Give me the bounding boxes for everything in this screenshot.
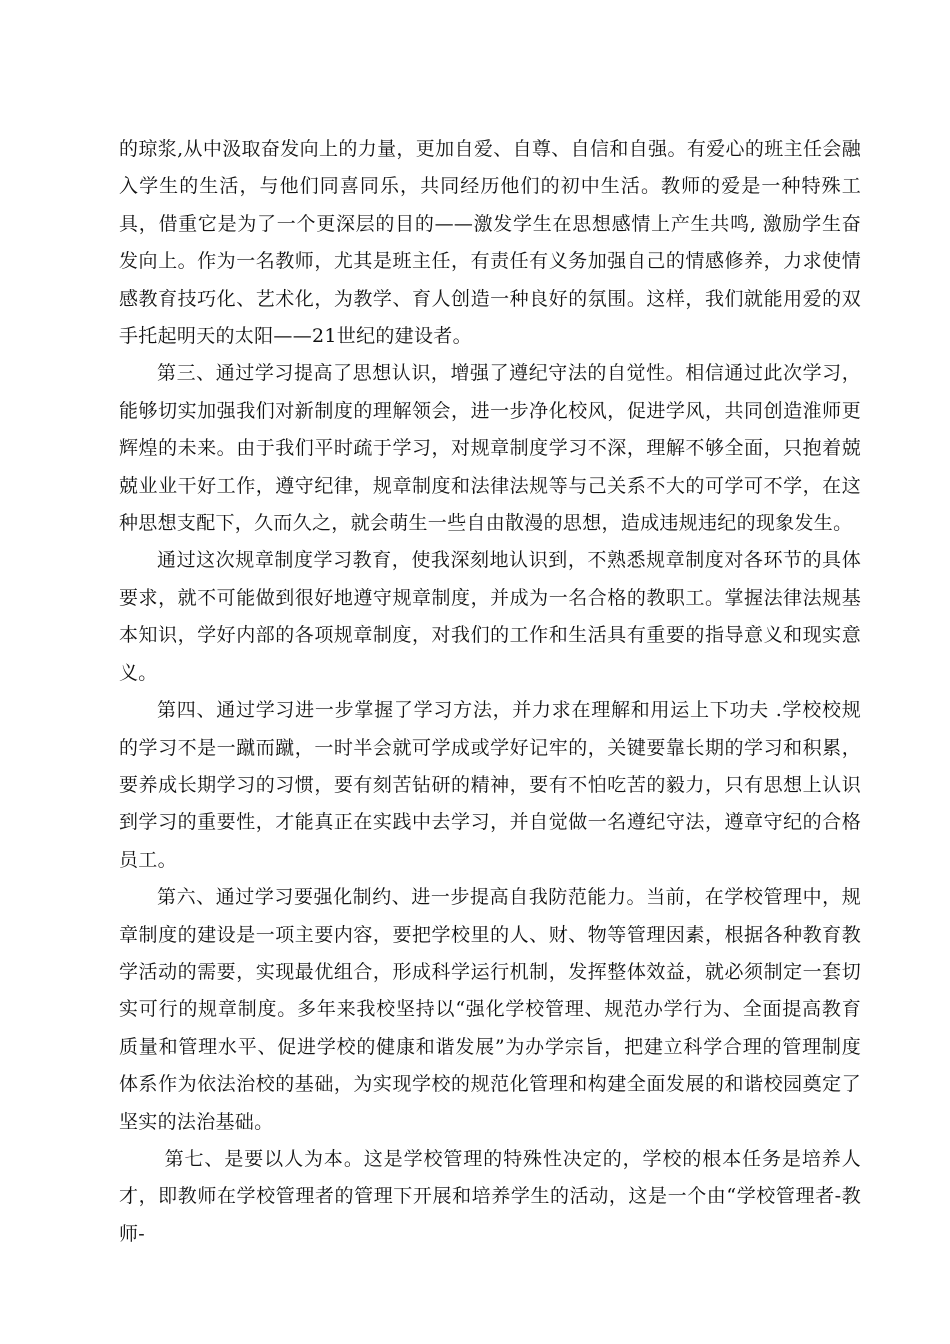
paragraph-point-six: 第六、通过学习要强化制约、进一步提高自我防范能力。当前，在学校管理中，规章制度的建设是一项主要内容，要把学校里的人、财、物等管理因素，根据各种教育教学活动的需要，实现最优组合，形成科学运行机制，发挥整体效益，就必须制定一套切实可行的规章制度。多年来我校坚持以“强化学校管理、规范办学行为、全面提高教育质量和管理水平、促进学校的健康和谐发展”为办学宗旨，把建立科学合理的管理制度体系作为依法治校的基础，为实现学校的规范化管理和构建全面发展的和谐校园奠定了坚实的法治基础。	[119, 886, 861, 1133]
paragraph-point-three: 第三、通过学习提高了思想认识，增强了遵纪守法的自觉性。相信通过此次学习，能够切实加强我们对新制度的理解领会，进一步净化校风，促进学风，共同创造淮师更辉煌的未来。由于我们平时疏于学习，对规章制度学习不深，理解不够全面，只抱着兢兢业业干好工作，遵守纪律，规章制度和法律法规等与己关系不大的可学可不学，在这种思想支配下，久而久之，就会萌生一些自由散漫的思想，造成违规违纪的现象发生。	[119, 362, 861, 535]
paragraph-point-four: 第四、通过学习进一步掌握了学习方法，并力求在理解和用运上下功夫 .学校校规的学习不是一蹴而蹴，一时半会就可学成或学好记牢的，关键要靠长期的学习和积累，要养成长期学习的习惯，要有刻苦钻研的精神，要有不怕吃苦的毅力，只有思想上认识到学习的重要性，才能真正在实践中去学习，并自觉做一名遵纪守法，遵章守纪的合格员工。	[119, 699, 861, 871]
paragraph-point-seven: 第七、是要以人为本。这是学校管理的特殊性决定的，学校的根本任务是培养人才，即教师在学校管理者的管理下开展和培养学生的活动，这是一个由“学校管理者-教师-	[119, 1147, 861, 1245]
paragraph-continuation: 的琼浆,从中汲取奋发向上的力量，更加自爱、自尊、自信和自强。有爱心的班主任会融入学生的生活，与他们同喜同乐，共同经历他们的初中生活。教师的爱是一种特殊工具，借重它是为了一个更深层的目的——激发学生在思想感情上产生共鸣, 激励学生奋发向上。作为一名教师，尤其是班主任，有责任有义务加强自己的情感修养，力求使情感教育技巧化、艺术化，为教学、育人创造一种良好的氛围。这样，我们就能用爱的双手托起明天的太阳——21世纪的建设者。	[119, 138, 861, 348]
document-body	[119, 131, 861, 1253]
paragraph-rules-education: 通过这次规章制度学习教育，使我深刻地认识到，不熟悉规章制度对各环节的具体要求，就不可能做到很好地遵守规章制度，并成为一名合格的教职工。掌握法律法规基本知识，学好内部的各项规章制度，对我们的工作和生活具有重要的指导意义和现实意义。	[119, 549, 861, 684]
